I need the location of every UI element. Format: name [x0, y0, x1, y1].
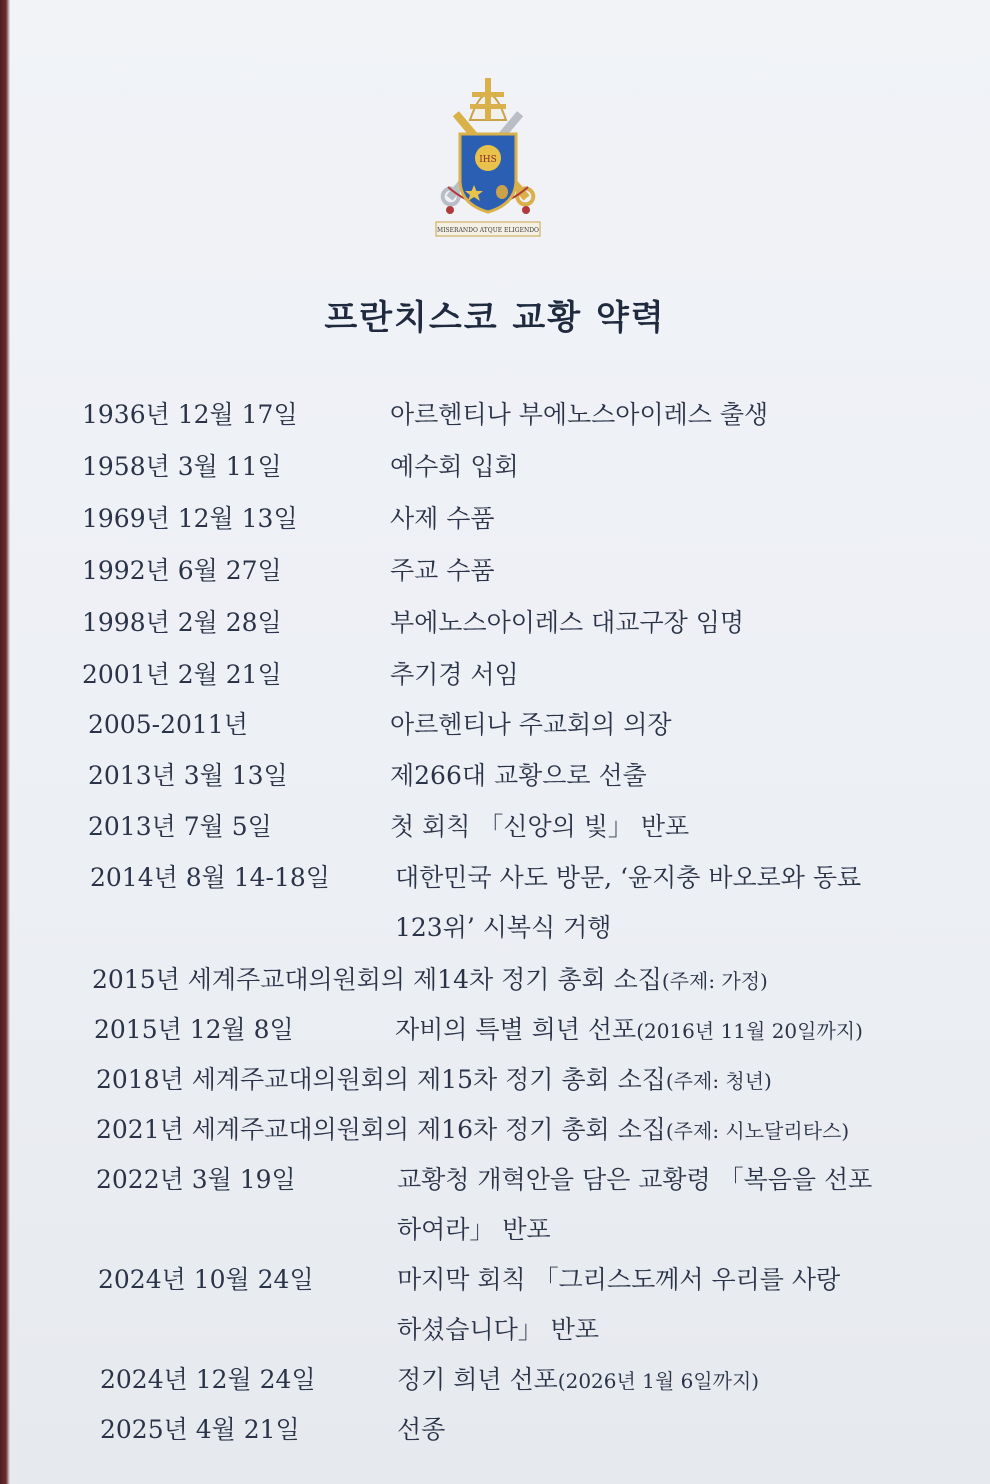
entry-full-text: 2015년 세계주교대의원회의 제14차 정기 총회 소집(주제: 가정): [92, 965, 768, 994]
entry-description-continued: 123위’ 시복식 거행: [395, 913, 612, 942]
entry-description: 부에노스아이레스 대교구장 임명: [390, 608, 744, 637]
entry-date: 2001년 2월 21일: [82, 660, 282, 689]
entry-description: 주교 수품: [390, 556, 495, 585]
entry-description: 정기 희년 선포(2026년 1월 6일까지): [397, 1365, 760, 1394]
papal-coat-of-arms: [428, 72, 548, 247]
entry-description: 아르헨티나 부에노스아이레스 출생: [390, 400, 769, 429]
page-title: 프란치스코 교황 약력: [324, 298, 666, 338]
entry-description: 제266대 교황으로 선출: [390, 761, 647, 790]
entry-description: 교황청 개혁안을 담은 교황령 「복음을 선포: [397, 1165, 873, 1194]
entry-note: (2026년 1월 6일까지): [557, 1369, 760, 1393]
entry-date: 2013년 3월 13일: [88, 761, 288, 790]
svg-text:IHS: IHS: [479, 155, 497, 165]
entry-date: 2015년 12월 8일: [94, 1015, 294, 1044]
entry-description: 마지막 회칙 「그리스도께서 우리를 사랑: [397, 1265, 841, 1294]
entry-full-text: 2018년 세계주교대의원회의 제15차 정기 총회 소집(주제: 청년): [96, 1065, 772, 1094]
entry-note: (주제: 청년): [665, 1069, 772, 1093]
entry-date: 1969년 12월 13일: [82, 504, 298, 533]
entry-note: (주제: 시노달리타스): [665, 1119, 850, 1143]
entry-date: 2022년 3월 19일: [96, 1165, 296, 1194]
entry-full-text: 2021년 세계주교대의원회의 제16차 정기 총회 소집(주제: 시노달리타스): [96, 1115, 850, 1144]
entry-date: 2014년 8월 14-18일: [90, 863, 330, 892]
entry-date: 2013년 7월 5일: [88, 812, 272, 841]
entry-description: 자비의 특별 희년 선포(2016년 11월 20일까지): [395, 1015, 863, 1044]
entry-description: 첫 회칙 「신앙의 빛」 반포: [390, 812, 690, 841]
entry-description: 사제 수품: [390, 504, 495, 533]
entry-note: (주제: 가정): [661, 969, 768, 993]
entry-date: 2005-2011년: [88, 710, 248, 739]
entry-description: 선종: [397, 1415, 446, 1444]
entry-date: 1958년 3월 11일: [82, 452, 282, 481]
entry-description-continued: 하여라」 반포: [397, 1215, 551, 1244]
entry-date: 1992년 6월 27일: [82, 556, 282, 585]
entry-description: 예수회 입회: [390, 452, 519, 481]
entry-date: 2025년 4월 21일: [100, 1415, 300, 1444]
entry-description: 추기경 서임: [390, 660, 519, 689]
entry-date: 2024년 12월 24일: [100, 1365, 316, 1394]
entry-date: 2024년 10월 24일: [98, 1265, 314, 1294]
entry-date: 1936년 12월 17일: [82, 400, 298, 429]
entry-description: 대한민국 사도 방문, ‘윤지충 바오로와 동료: [395, 863, 862, 892]
entry-description-continued: 하셨습니다」 반포: [397, 1315, 599, 1344]
entry-note: (2016년 11월 20일까지): [636, 1019, 863, 1043]
entry-description: 아르헨티나 주교회의 의장: [390, 710, 672, 739]
entry-date: 1998년 2월 28일: [82, 608, 282, 637]
svg-text:MISERANDO ATQUE ELIGENDO: MISERANDO ATQUE ELIGENDO: [437, 227, 539, 234]
